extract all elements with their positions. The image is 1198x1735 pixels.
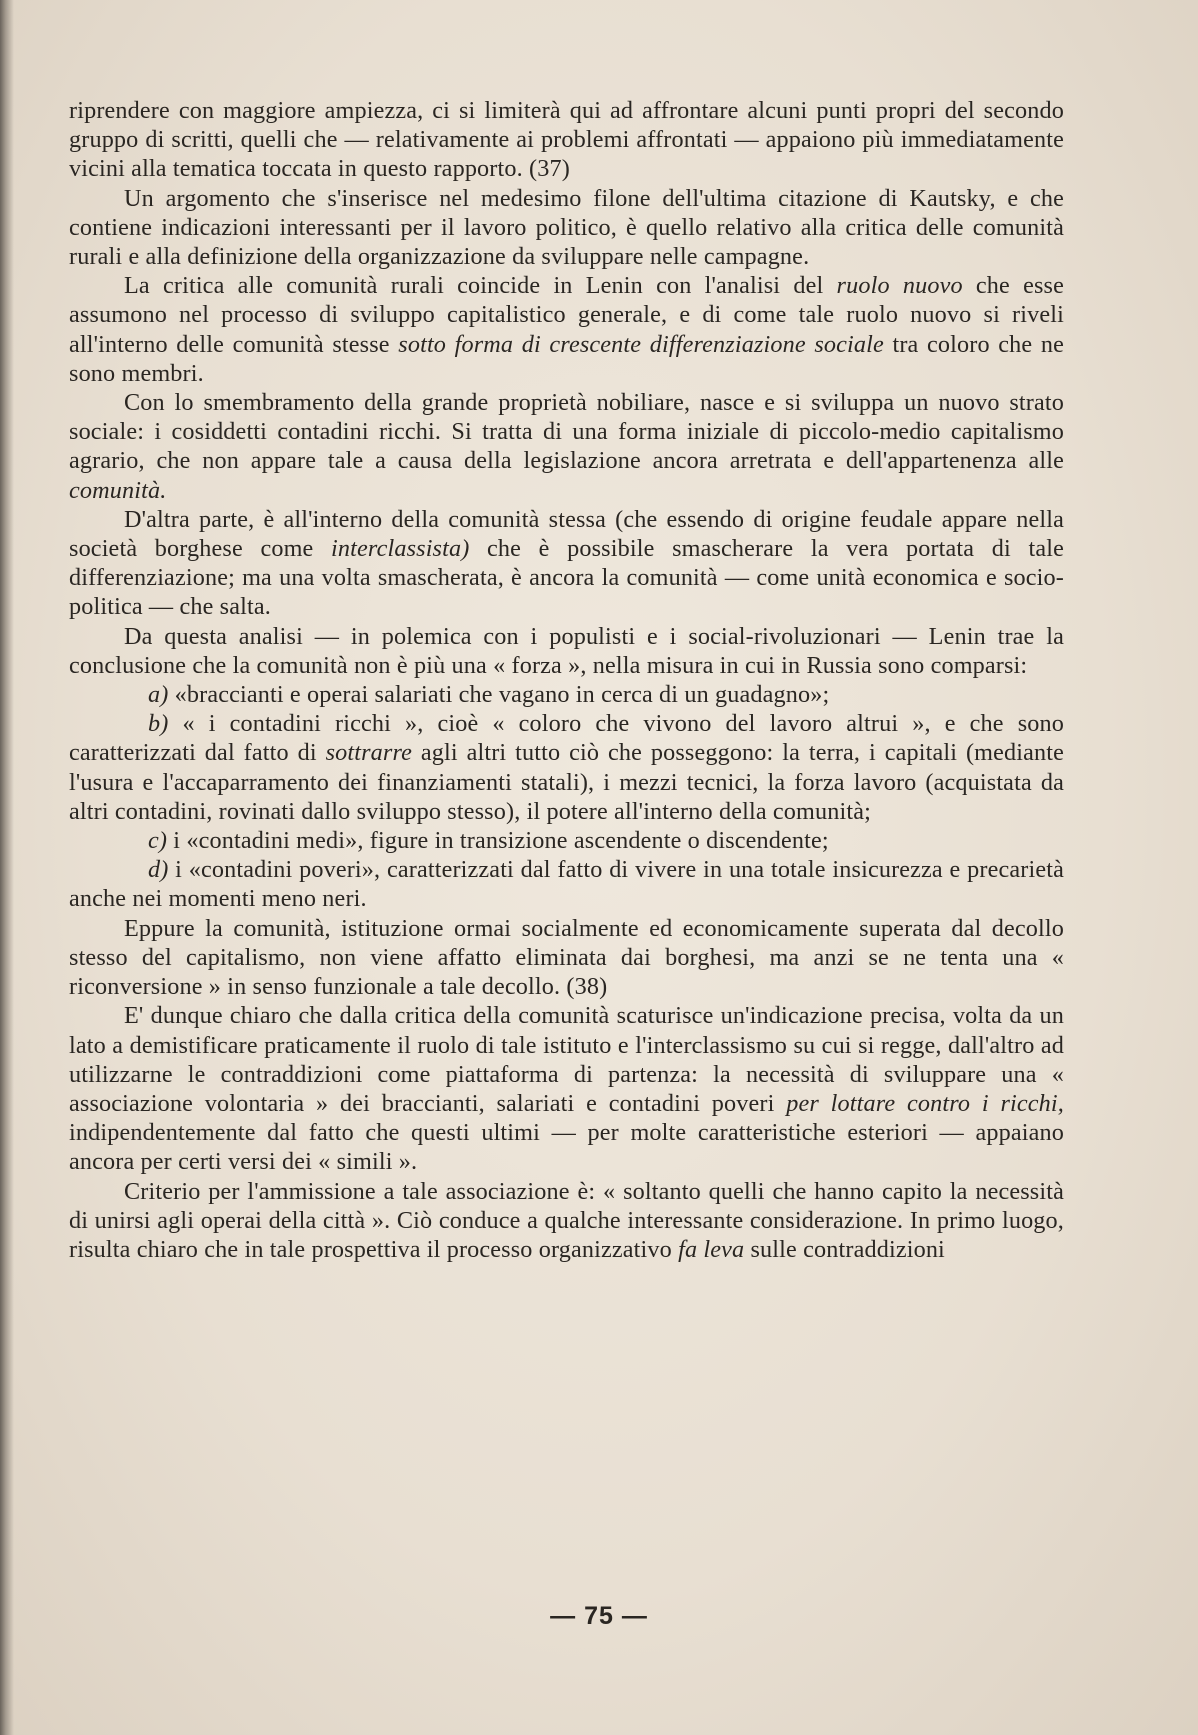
- page-binding-edge: [0, 0, 14, 1735]
- paragraph-7: Eppure la comunità, istituzione ormai socialmente ed economicamente superata dal decollo stesso del capitalismo, non viene affatto eliminata dai borghesi, ma anzi se ne tenta una « riconversione » in senso funzionale a tale decollo. (38): [69, 914, 1064, 1001]
- page-number: — 75 —: [550, 1602, 648, 1630]
- list-item-d-text: i «contadini poveri», caratterizzati dal fatto di vivere in una totale insicurezza e precarietà anche nei momenti meno neri.: [69, 856, 1064, 913]
- paragraph-9-text-c: sulle contraddizioni: [744, 1235, 945, 1263]
- list-item-b: [69, 709, 1064, 826]
- list-item-c-text: i «contadini medi», figure in transizione ascendente o discendente;: [167, 827, 829, 855]
- paragraph-5-italic-interclassista: interclassista): [331, 535, 470, 563]
- paragraph-1: riprendere con maggiore ampiezza, ci si limiterà qui ad affrontare alcuni punti propri del secondo gruppo di scritti, quelli che — relativamente ai problemi affrontati — appaiono più immediatamente vicini alla tematica toccata in questo rapporto. (37): [69, 97, 1064, 183]
- paragraph-8-text-c: indipendentemente dal fatto che questi ultimi — per molte caratteristiche esteriori — appaiano ancora per certi versi dei « simili ».: [69, 1119, 1064, 1176]
- list-item-b-italic-sottrarre: sottrarre: [325, 739, 413, 767]
- paragraph-4-text-a: Con lo smembramento della grande proprietà nobiliare, nasce e si sviluppa un nuovo strato sociale: i cosiddetti contadini ricchi. Si tratta di una forma iniziale di piccolo-medio capitalismo agrario, che non appare tale a causa della legislazione ancora arretrata e dell'appartenenza alle: [69, 389, 1064, 475]
- list-item-a-text: «braccianti e operai salariati che vagano in cerca di un guadagno»;: [168, 681, 830, 709]
- list-item-b-label: b): [148, 710, 169, 738]
- list-item-a: [69, 680, 1064, 709]
- list-item-d-label: d): [148, 856, 169, 884]
- paragraph-3-italic-differenziazione: sotto forma di crescente differenziazione sociale: [398, 330, 884, 358]
- paragraph-9-text-a: Criterio per l'ammissione a tale associazione è: « soltanto quelli che hanno capito la necessità di unirsi agli operai della città ». Ciò conduce a qualche interessante considerazione. In primo luogo, risulta chiaro che in tale prospettiva il processo organizzativo: [69, 1177, 1064, 1263]
- list-item-b-text-a: « i contadini ricchi », cioè « coloro che vivono del lavoro altrui », e che sono caratterizzati dal fatto di: [69, 710, 1064, 767]
- paragraph-6: Da questa analisi — in polemica con i populisti e i social-rivoluzionari — Lenin trae la conclusione che la comunità non è più una « forza », nella misura in cui in Russia sono comparsi:: [69, 622, 1064, 679]
- paragraph-9-italic-fa-leva: fa leva: [678, 1235, 745, 1263]
- list-item-a-label: a): [148, 681, 169, 709]
- paragraph-8-italic-per-lottare: per lottare contro i ricchi,: [786, 1089, 1064, 1117]
- paragraph-3-text-c: che esse assumono nel processo di sviluppo capitalistico generale, e di come tale ruolo nuovo si riveli all'interno delle comunità stesse: [69, 272, 1064, 358]
- list-item-c: [69, 826, 1064, 855]
- paragraph-4: [69, 388, 1064, 505]
- list-item-c-label: c): [148, 827, 168, 855]
- body-text: [69, 96, 1064, 1264]
- paragraph-8: [69, 1001, 1064, 1176]
- paragraph-2: Un argomento che s'inserisce nel medesimo filone dell'ultima citazione di Kautsky, e che contiene indicazioni interessanti per il lavoro politico, è quello relativo alla critica delle comunità rurali e alla definizione della organizzazione da sviluppare nelle campagne.: [69, 184, 1064, 271]
- paragraph-3-italic-ruolo-nuovo: ruolo nuovo: [836, 272, 963, 300]
- paragraph-3-text-a: La critica alle comunità rurali coincide in Lenin con l'analisi del: [124, 272, 837, 300]
- paragraph-4-italic-comunita: comunità.: [69, 476, 167, 504]
- list-item-b-text-c: agli altri tutto ciò che posseggono: la terra, i capitali (mediante l'usura e l'accaparramento dei finanziamenti statali), i mezzi tecnici, la forza lavoro (acquistata da altri contadini, rovinati dallo sviluppo stesso), il potere all'interno della comunità;: [69, 739, 1064, 825]
- paragraph-3: [69, 271, 1064, 388]
- paragraph-3-text-e: tra coloro che ne sono membri.: [69, 330, 1064, 387]
- paragraph-5-text-a: D'altra parte, è all'interno della comunità stessa (che essendo di origine feudale appare nella società borghese come: [69, 505, 1064, 563]
- paragraph-5-text-c: che è possibile smascherare la vera portata di tale differenziazione; ma una volta smascherata, è ancora la comunità — come unità economica e socio-politica — che salta.: [69, 535, 1064, 621]
- paragraph-9: [69, 1177, 1064, 1265]
- paragraph-5: [69, 505, 1064, 622]
- paragraph-8-text-a: E' dunque chiaro che dalla critica della comunità scaturisce un'indicazione precisa, volta da un lato a demistificare praticamente il ruolo di tale istituto e l'interclassismo su cui si regge, dall'altro ad utilizzarne le contraddizioni come piattaforma di partenza: la necessità di sviluppare una « associazione volontaria » dei braccianti, salariati e contadini poveri: [69, 1002, 1064, 1117]
- list-item-d: [69, 855, 1064, 913]
